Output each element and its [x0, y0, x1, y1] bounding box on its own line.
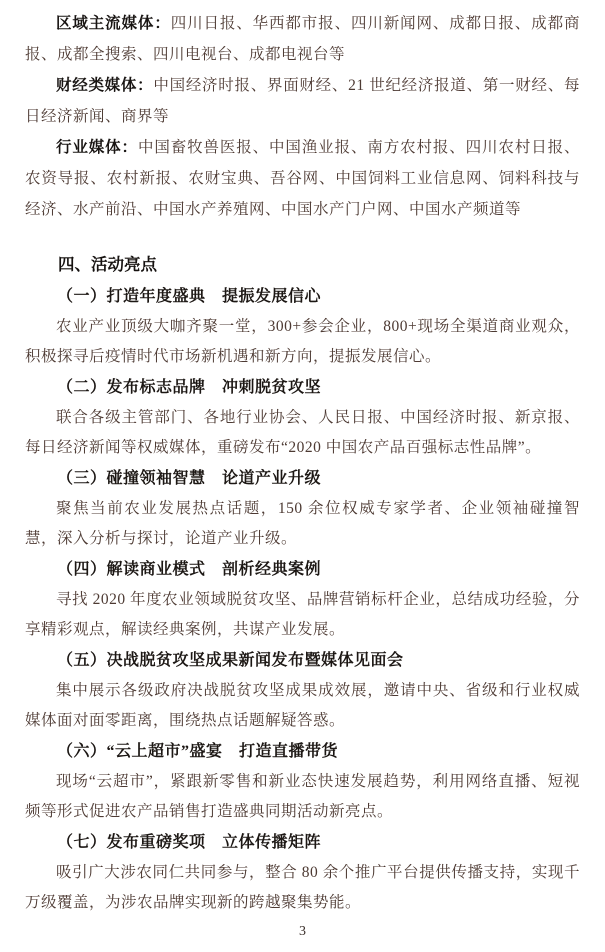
highlight-body-2: 联合各级主管部门、各地行业协会、人民日报、中国经济时报、新京报、每日经济新闻等权威媒体，重磅发布“2020 中国农产品百强标志性品牌”。	[25, 409, 580, 456]
highlight-heading-7: （七）发布重磅奖项 立体传播矩阵	[57, 834, 322, 851]
section-title-highlights: 四、活动亮点	[58, 256, 157, 274]
highlight-heading-6: （六）“云上超市”盛宴 打造直播带货	[57, 743, 339, 760]
media-list-finance: 中国经济时报、界面财经、21 世纪经济报道、第一财经、每日经济新闻、商界等	[25, 77, 580, 125]
media-label-regional: 区域主流媒体：	[56, 15, 171, 32]
media-label-industry: 行业媒体：	[56, 139, 138, 156]
highlight-heading-2: （二）发布标志品牌 冲刺脱贫攻坚	[57, 379, 322, 396]
highlight-heading-1: （一）打造年度盛典 提振发展信心	[57, 288, 322, 305]
highlight-heading-3: （三）碰撞领袖智慧 论道产业升级	[57, 470, 322, 487]
highlight-heading-4: （四）解读商业模式 剖析经典案例	[57, 561, 322, 578]
media-list-regional: 四川日报、华西都市报、四川新闻网、成都日报、成都商报、成都全搜索、四川电视台、成都电视台等	[25, 15, 580, 63]
highlight-body-1: 农业产业顶级大咖齐聚一堂，300+参会企业，800+现场全渠道商业观众，积极探寻后疫情时代市场新机遇和新方向，提振发展信心。	[25, 318, 580, 365]
highlight-body-3: 聚焦当前农业发展热点话题，150 余位权威专家学者、企业领袖碰撞智慧，深入分析与探讨，论道产业升级。	[25, 500, 580, 547]
highlight-heading-5: （五）决战脱贫攻坚成果新闻发布暨媒体见面会	[57, 652, 404, 669]
media-paragraph-finance	[25, 70, 580, 132]
page-number: 3	[299, 924, 306, 939]
highlight-body-5: 集中展示各级政府决战脱贫攻坚成果成效展，邀请中央、省级和行业权威媒体面对面零距离，围绕热点话题解疑答惑。	[25, 682, 580, 729]
media-list-industry: 中国畜牧兽医报、中国渔业报、南方农村报、四川农村日报、农资导报、农村新报、农财宝典、吾谷网、中国饲料工业信息网、饲料科技与经济、水产前沿、中国水产养殖网、中国水产门户网、中国水产频道等	[25, 139, 580, 218]
highlight-body-6: 现场“云超市”，紧跟新零售和新业态快速发展趋势，利用网络直播、短视频等形式促进农产品销售打造盛典同期活动新亮点。	[25, 773, 580, 820]
media-label-finance: 财经类媒体：	[56, 77, 154, 94]
highlight-body-7: 吸引广大涉农同仁共同参与，整合 80 余个推广平台提供传播支持，实现千万级覆盖，为涉农品牌实现新的跨越聚集势能。	[25, 864, 580, 911]
media-paragraph-regional	[25, 8, 580, 70]
highlight-body-4: 寻找 2020 年度农业领域脱贫攻坚、品牌营销标杆企业，总结成功经验，分享精彩观点，解读经典案例，共谋产业发展。	[25, 591, 580, 638]
media-paragraph-industry	[25, 132, 580, 225]
